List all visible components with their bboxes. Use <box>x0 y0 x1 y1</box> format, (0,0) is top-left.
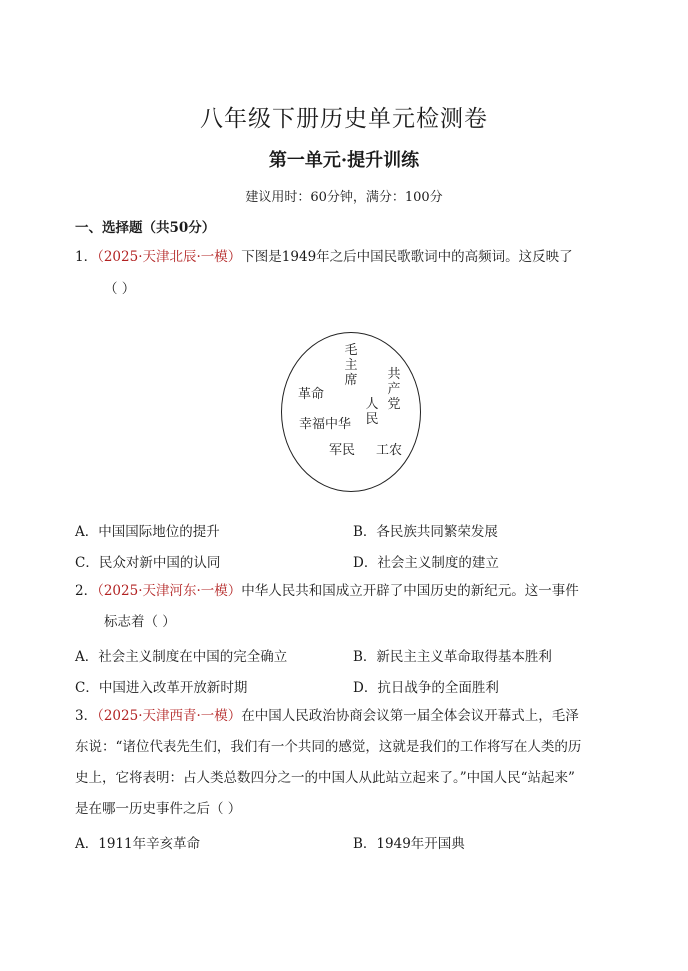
option-a: A．社会主义制度在中国的完全确立 <box>75 649 288 665</box>
word-cloud-word: 军民 <box>329 443 356 458</box>
question-number: 1． <box>75 249 98 265</box>
option-a: A．中国国际地位的提升 <box>75 524 220 540</box>
option-c: C．中国进入改革开放新时期 <box>75 680 248 696</box>
page-title: 八年级下册历史单元检测卷 <box>200 106 488 132</box>
question-3-line-1 <box>75 707 579 725</box>
question-stem: 在中国人民政治协商会议第一届全体会议开幕式上，毛泽 <box>241 708 579 724</box>
word-cloud-word: 幸福中华 <box>299 417 352 432</box>
question-number: 2． <box>75 583 98 599</box>
page-subtitle: 第一单元·提升训练 <box>268 150 420 171</box>
word-cloud-figure <box>281 332 421 492</box>
option-b: B．新民主主义革命取得基本胜利 <box>353 649 552 665</box>
question-3-line-4: 是在哪一历史事件之后（ ） <box>75 801 242 817</box>
question-source: （2025·天津河东·一模） <box>97 583 242 599</box>
question-source: （2025·天津北辰·一模） <box>97 249 242 265</box>
option-b: B．1949年开国典 <box>353 836 465 852</box>
question-source: （2025·天津西青·一模） <box>97 708 242 724</box>
question-2-line-1 <box>75 582 579 600</box>
option-c: C．民众对新中国的认同 <box>75 555 221 571</box>
option-d: D．抗日战争的全面胜利 <box>353 680 499 696</box>
question-2-line-2: 标志着（ ） <box>104 614 176 630</box>
word-cloud-word: 人民 <box>365 397 379 427</box>
section-heading: 一、选择题（共50分） <box>75 220 216 236</box>
question-1-line-1 <box>75 248 573 266</box>
question-stem: 中华人民共和国成立开辟了中国历史的新纪元。这一事件 <box>241 583 579 599</box>
word-cloud-word: 共产党 <box>387 367 401 412</box>
question-3-line-3: 史上，它将表明：占人类总数四分之一的中国人从此站立起来了。”中国人民“站起来” <box>75 770 575 786</box>
question-3-line-2: 东说：“诸位代表先生们，我们有一个共同的感觉，这就是我们的工作将写在人类的历 <box>75 739 582 755</box>
question-number: 3． <box>75 708 98 724</box>
word-cloud-word: 革命 <box>298 387 325 402</box>
time-note: 建议用时：60分钟，满分：100分 <box>245 190 443 205</box>
option-a: A．1911年辛亥革命 <box>75 836 201 852</box>
option-b: B．各民族共同繁荣发展 <box>353 524 498 540</box>
word-cloud-word: 毛主席 <box>344 343 358 388</box>
option-d: D．社会主义制度的建立 <box>353 555 499 571</box>
word-cloud-word: 工农 <box>376 443 403 458</box>
question-1-line-2: （ ） <box>104 281 136 297</box>
question-stem: 下图是1949年之后中国民歌歌词中的高频词。这反映了 <box>241 249 573 265</box>
